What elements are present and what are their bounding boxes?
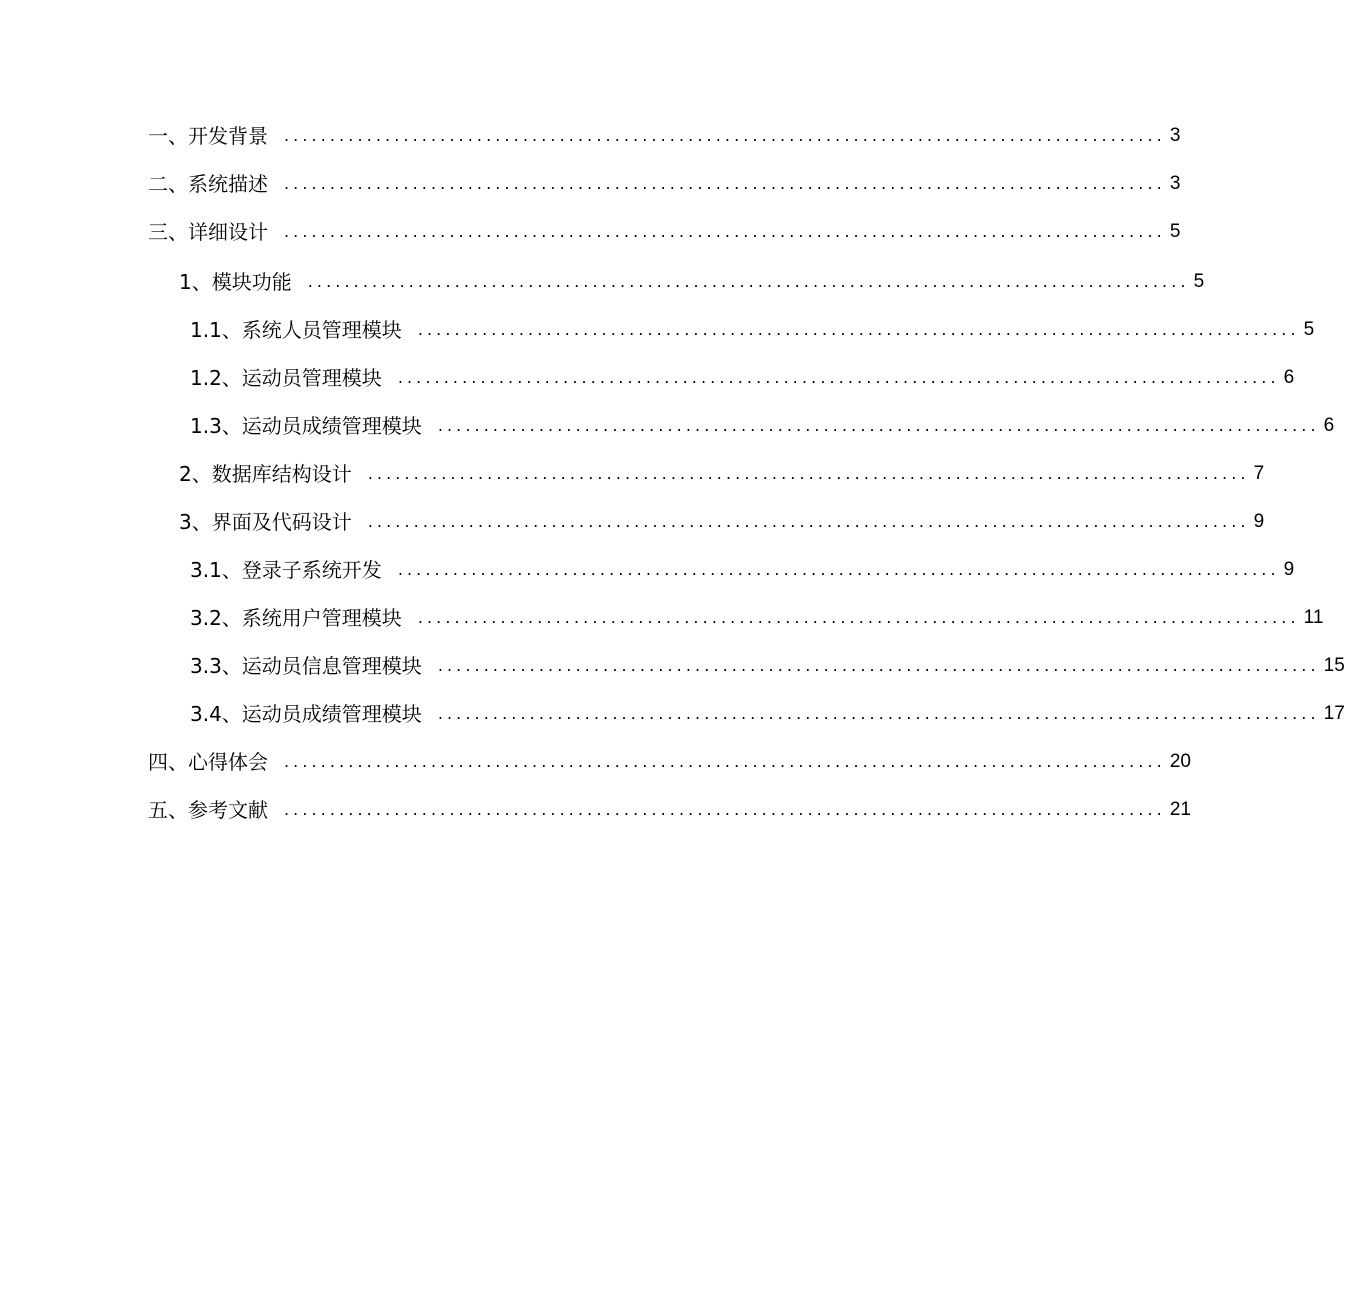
toc-entry-page: 7: [1253, 463, 1265, 484]
toc-entry[interactable]: [179, 459, 1265, 489]
toc-entry-page: 6: [1323, 415, 1335, 436]
toc-entry-page: 6: [1283, 367, 1295, 388]
toc-entry-label: 一、开发背景: [148, 124, 268, 148]
toc-entry-label: 二、系统描述: [148, 172, 268, 196]
toc-entry-label: 3.2、系统用户管理模块: [190, 606, 402, 630]
toc-entry-label: 1.3、运动员成绩管理模块: [190, 414, 422, 438]
toc-entry-page: 9: [1283, 559, 1295, 580]
toc-entry-label: 四、心得体会: [148, 750, 268, 774]
toc-entry[interactable]: [190, 651, 1345, 681]
toc-entry[interactable]: [148, 747, 1191, 777]
toc-entry[interactable]: [179, 507, 1265, 537]
toc-leader-dots: ................................................................................................: [437, 416, 1320, 435]
toc-entry-page: 15: [1323, 655, 1345, 676]
toc-leader-dots: ................................................................................................: [417, 320, 1300, 339]
toc-entry-label: 1.1、系统人员管理模块: [190, 318, 402, 342]
toc-entry-page: 5: [1169, 221, 1181, 242]
toc-entry-label: 1、模块功能: [179, 270, 292, 294]
toc-entry-label: 3.1、登录子系统开发: [190, 558, 382, 582]
toc-entry[interactable]: [190, 603, 1324, 633]
toc-entry[interactable]: [148, 121, 1181, 151]
toc-entry-label: 3.4、运动员成绩管理模块: [190, 702, 422, 726]
toc-entry-label: 1.2、运动员管理模块: [190, 366, 382, 390]
toc-entry-page: 9: [1253, 511, 1265, 532]
toc-entry[interactable]: [179, 267, 1205, 297]
toc-leader-dots: ................................................................................................: [437, 656, 1320, 675]
toc-entry[interactable]: [190, 555, 1295, 585]
toc-entry-page: 5: [1303, 319, 1315, 340]
toc-entry[interactable]: [190, 315, 1315, 345]
toc-entry[interactable]: [148, 795, 1191, 825]
toc-entry-page: 3: [1169, 125, 1181, 146]
toc-entry-page: 3: [1169, 173, 1181, 194]
toc-entry-label: 2、数据库结构设计: [179, 462, 352, 486]
toc-entry-page: 20: [1169, 751, 1191, 772]
toc-leader-dots: ................................................................................................: [284, 222, 1166, 241]
toc-entry[interactable]: [190, 699, 1345, 729]
toc-entry[interactable]: [190, 411, 1335, 441]
toc-leader-dots: ................................................................................................: [437, 704, 1320, 723]
toc-entry-page: 11: [1303, 607, 1324, 628]
toc-entry-label: 三、详细设计: [148, 220, 268, 244]
toc-leader-dots: ................................................................................................: [417, 608, 1300, 627]
toc-entry[interactable]: [148, 217, 1181, 247]
toc-entry-page: 21: [1169, 799, 1191, 820]
toc-entry-label: 3.3、运动员信息管理模块: [190, 654, 422, 678]
toc-entry-label: 3、界面及代码设计: [179, 510, 352, 534]
toc-entry[interactable]: [148, 169, 1181, 199]
toc-leader-dots: ................................................................................................: [367, 512, 1250, 531]
toc-entry[interactable]: [190, 363, 1295, 393]
toc-leader-dots: ................................................................................................: [367, 464, 1250, 483]
toc-leader-dots: ................................................................................................: [307, 272, 1190, 291]
toc-leader-dots: ................................................................................................: [397, 368, 1280, 387]
toc-leader-dots: ................................................................................................: [284, 126, 1166, 145]
toc-entry-page: 17: [1323, 703, 1345, 724]
toc-leader-dots: ................................................................................................: [284, 752, 1166, 771]
toc-leader-dots: ................................................................................................: [397, 560, 1280, 579]
toc-leader-dots: ................................................................................................: [284, 800, 1166, 819]
toc-entry-label: 五、参考文献: [148, 798, 268, 822]
toc-leader-dots: ................................................................................................: [284, 174, 1166, 193]
toc-entry-page: 5: [1193, 271, 1205, 292]
